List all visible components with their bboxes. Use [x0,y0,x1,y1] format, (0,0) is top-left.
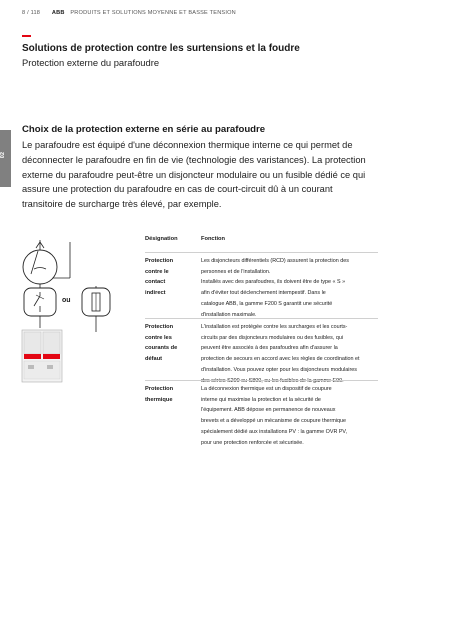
table-row-function [201,322,379,386]
function-line: Les disjoncteurs différentiels (RCD) assurent la protection des [201,258,349,264]
table-row-designation [145,322,197,365]
function-line: L'installation est protégée contre les surcharges et les courts- [201,324,348,330]
body-line: externe du parafoudre peut-être un disjoncteur modulaire ou un fusible dédié ce qui [22,169,366,180]
function-line: circuits par des disjoncteurs modulaires ou des fusibles, qui [201,334,344,341]
function-line: l'équipement. ABB dépose en permanence de nouveaux [201,407,336,414]
function-line: d'installation maximale. [201,311,257,318]
body-line: Le parafoudre est équipé d'une déconnexion thermique interne ce qui permet de [22,140,353,150]
function-line: La déconnexion thermique est un dispositif de coupure [201,386,332,392]
designation-line: contre le [145,268,169,275]
table-rule [145,318,378,319]
fuse-symbol [82,288,110,316]
table-rule [145,380,378,381]
function-line: Installés avec des parafoudres, ils doivent être de type « S » [201,279,346,286]
function-line: afin d'éviter tout déclenchement intempestif. Dans le [201,290,326,297]
designation-line: défaut [145,356,163,363]
surge-protector-device [22,330,62,382]
brand-name: ABB [51,10,65,16]
function-line: spécialement dédié aux installations PV : la gamme OVR PV, [201,428,348,435]
table-row-function [201,384,379,448]
table-header-function: Fonction [201,236,226,242]
function-line: protection de secours en accord avec les règles de coordination et [201,356,360,363]
function-line: catalogue ABB, la gamme F200 S garantit une sécurité [201,300,333,307]
page-title: Solutions de protection contre les surtensions et la foudre [22,43,300,54]
designation-line: Protection [145,258,174,264]
designation-line: Protection [145,386,174,392]
designation-line: contact [145,279,166,286]
table-row-designation [145,256,197,299]
circuit-breaker-symbol [24,288,56,316]
table-row-function [201,256,379,320]
function-line: brevets et a développé un mécanisme de coupure thermique [201,418,347,425]
header-section: PRODUITS ET SOLUTIONS MOYENNE ET BASSE TENSION [70,10,236,16]
function-line: peuvent être associés à des parafoudres afin d'assurer la [201,345,338,352]
designation-line: indirect [145,290,166,297]
designation-line: contre les [145,334,172,341]
chapter-tab [0,130,11,187]
function-line: d'installation. Vous pouvez opter pour les disjoncteurs modulaires [201,366,357,373]
page-header [22,10,236,16]
designation-line: thermique [145,396,173,403]
body-line: transitoire de surcharge très élevé, par exemple. [22,199,222,210]
function-line: interne qui maximise la protection et la sécurité de [201,396,321,403]
table-rule [145,252,378,253]
section-body [22,138,437,212]
body-line: assure une protection du parafoudre en cas de court-circuit dû à un courant [22,184,333,195]
accent-bar [22,35,31,37]
page-number: 8 / 118 [22,10,41,16]
table-row-designation [145,384,197,405]
function-line: personnes et de l'installation. [201,268,271,275]
body-line: déconnecter le parafoudre en fin de vie (technologie des varistances). La protection [22,154,366,165]
designation-line: Protection [145,324,174,330]
function-line: pour une protection renforcée et sécurisée. [201,439,304,446]
protection-diagram [14,240,124,410]
or-label: ou [62,297,71,304]
section-title: Choix de la protection externe en série au parafoudre [22,124,266,135]
designation-line: courants de [145,345,178,352]
chapter-tab-label: 02 [0,152,6,159]
page-subtitle: Protection externe du parafoudre [22,57,160,68]
table-header-designation: Désignation [145,236,178,242]
